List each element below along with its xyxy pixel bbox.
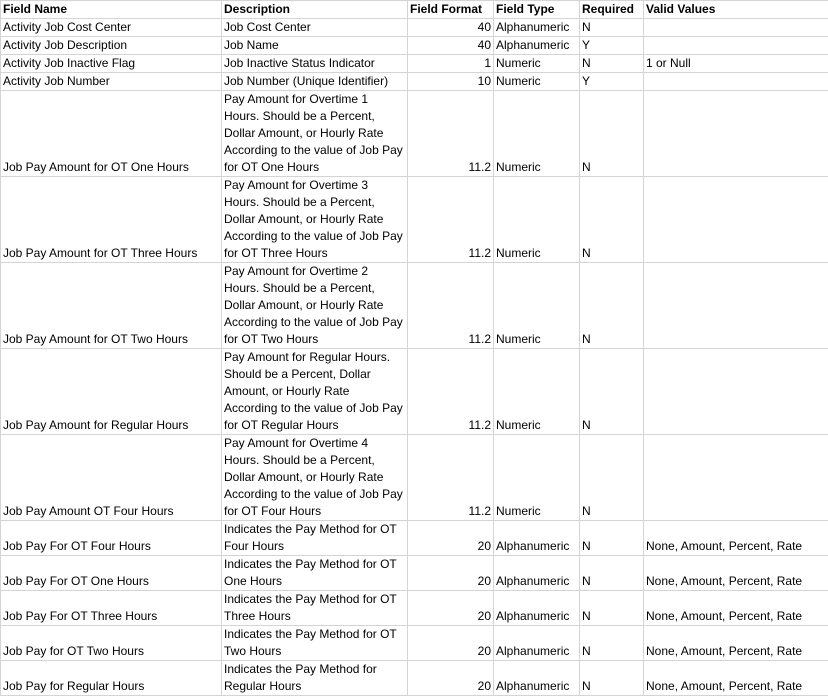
table-row (1, 55, 828, 73)
cell-field-type[interactable]: Numeric (494, 91, 580, 177)
cell-field-type[interactable]: Alphanumeric (494, 591, 580, 626)
cell-field-name[interactable]: Job Pay for OT Two Hours (1, 626, 222, 661)
cell-valid-values[interactable]: None, Amount, Percent, Rate (644, 626, 828, 661)
cell-description[interactable]: Indicates the Pay Method for OT Four Hours (222, 521, 408, 556)
cell-field-type[interactable]: Numeric (494, 263, 580, 349)
header-field-name[interactable]: Field Name (1, 1, 222, 19)
cell-field-name[interactable]: Job Pay Amount OT Four Hours (1, 435, 222, 521)
cell-required[interactable]: N (580, 591, 644, 626)
cell-field-format[interactable]: 40 (408, 19, 494, 37)
cell-field-name[interactable]: Job Pay for Regular Hours (1, 661, 222, 696)
cell-valid-values[interactable] (644, 177, 828, 263)
cell-description[interactable]: Pay Amount for Overtime 3 Hours. Should be a Percent, Dollar Amount, or Hourly Rate According to the value of Job Pay for OT Three Hours (222, 177, 408, 263)
cell-description[interactable]: Indicates the Pay Method for OT Three Hours (222, 591, 408, 626)
cell-description[interactable]: Job Number (Unique Identifier) (222, 73, 408, 91)
cell-description[interactable]: Indicates the Pay Method for OT Two Hours (222, 626, 408, 661)
header-field-type[interactable]: Field Type (494, 1, 580, 19)
cell-valid-values[interactable] (644, 37, 828, 55)
header-valid-values[interactable]: Valid Values (644, 1, 828, 19)
cell-valid-values[interactable] (644, 263, 828, 349)
cell-field-format[interactable]: 40 (408, 37, 494, 55)
cell-description[interactable]: Pay Amount for Regular Hours. Should be a Percent, Dollar Amount, or Hourly Rate According to the value of Job Pay for OT Regular Hours (222, 349, 408, 435)
cell-required[interactable]: N (580, 177, 644, 263)
cell-field-name[interactable]: Job Pay Amount for OT Two Hours (1, 263, 222, 349)
header-row (1, 1, 828, 19)
header-field-format[interactable]: Field Format (408, 1, 494, 19)
cell-field-format[interactable]: 10 (408, 73, 494, 91)
cell-description[interactable]: Job Inactive Status Indicator (222, 55, 408, 73)
cell-field-type[interactable]: Numeric (494, 435, 580, 521)
table-row (1, 91, 828, 177)
cell-field-format[interactable]: 11.2 (408, 435, 494, 521)
cell-required[interactable]: N (580, 521, 644, 556)
cell-valid-values[interactable]: 1 or Null (644, 55, 828, 73)
cell-description[interactable]: Job Cost Center (222, 19, 408, 37)
cell-description[interactable]: Job Name (222, 37, 408, 55)
cell-valid-values[interactable] (644, 91, 828, 177)
cell-field-type[interactable]: Alphanumeric (494, 37, 580, 55)
cell-required[interactable]: N (580, 556, 644, 591)
cell-required[interactable]: N (580, 626, 644, 661)
cell-field-name[interactable]: Activity Job Inactive Flag (1, 55, 222, 73)
cell-field-name[interactable]: Activity Job Cost Center (1, 19, 222, 37)
cell-description[interactable]: Pay Amount for Overtime 2 Hours. Should be a Percent, Dollar Amount, or Hourly Rate According to the value of Job Pay for OT Two Hours (222, 263, 408, 349)
cell-field-format[interactable]: 20 (408, 591, 494, 626)
cell-required[interactable]: N (580, 661, 644, 696)
cell-field-type[interactable]: Numeric (494, 349, 580, 435)
cell-field-format[interactable]: 11.2 (408, 91, 494, 177)
cell-valid-values[interactable] (644, 19, 828, 37)
cell-field-type[interactable]: Numeric (494, 55, 580, 73)
cell-valid-values[interactable] (644, 435, 828, 521)
cell-field-type[interactable]: Alphanumeric (494, 521, 580, 556)
table-row (1, 73, 828, 91)
table-row (1, 349, 828, 435)
cell-field-type[interactable]: Alphanumeric (494, 556, 580, 591)
table-row (1, 263, 828, 349)
cell-field-format[interactable]: 11.2 (408, 263, 494, 349)
cell-required[interactable]: Y (580, 37, 644, 55)
cell-field-name[interactable]: Activity Job Description (1, 37, 222, 55)
cell-field-format[interactable]: 20 (408, 556, 494, 591)
cell-required[interactable]: N (580, 263, 644, 349)
header-description[interactable]: Description (222, 1, 408, 19)
table-row (1, 177, 828, 263)
table-row (1, 435, 828, 521)
table-row (1, 19, 828, 37)
table-row (1, 556, 828, 591)
table-row (1, 626, 828, 661)
cell-required[interactable]: N (580, 55, 644, 73)
cell-field-format[interactable]: 11.2 (408, 177, 494, 263)
cell-valid-values[interactable]: None, Amount, Percent, Rate (644, 521, 828, 556)
cell-field-format[interactable]: 20 (408, 521, 494, 556)
cell-valid-values[interactable] (644, 349, 828, 435)
cell-required[interactable]: N (580, 349, 644, 435)
cell-field-format[interactable]: 20 (408, 661, 494, 696)
cell-field-name[interactable]: Job Pay Amount for Regular Hours (1, 349, 222, 435)
cell-field-type[interactable]: Numeric (494, 177, 580, 263)
cell-field-format[interactable]: 11.2 (408, 349, 494, 435)
cell-field-name[interactable]: Job Pay For OT Three Hours (1, 591, 222, 626)
cell-valid-values[interactable]: None, Amount, Percent, Rate (644, 661, 828, 696)
table-row (1, 661, 828, 696)
cell-field-name[interactable]: Job Pay For OT Four Hours (1, 521, 222, 556)
cell-required[interactable]: Y (580, 73, 644, 91)
cell-field-name[interactable]: Job Pay Amount for OT Three Hours (1, 177, 222, 263)
cell-valid-values[interactable]: None, Amount, Percent, Rate (644, 556, 828, 591)
cell-field-name[interactable]: Job Pay For OT One Hours (1, 556, 222, 591)
cell-field-type[interactable]: Alphanumeric (494, 626, 580, 661)
cell-field-name[interactable]: Activity Job Number (1, 73, 222, 91)
cell-description[interactable]: Indicates the Pay Method for Regular Hours (222, 661, 408, 696)
table-row (1, 37, 828, 55)
cell-description[interactable]: Pay Amount for Overtime 1 Hours. Should be a Percent, Dollar Amount, or Hourly Rate According to the value of Job Pay for OT One Hours (222, 91, 408, 177)
cell-field-name[interactable]: Job Pay Amount for OT One Hours (1, 91, 222, 177)
cell-required[interactable]: N (580, 91, 644, 177)
header-required[interactable]: Required (580, 1, 644, 19)
cell-valid-values[interactable] (644, 73, 828, 91)
cell-description[interactable]: Indicates the Pay Method for OT One Hours (222, 556, 408, 591)
table-row (1, 521, 828, 556)
cell-required[interactable]: N (580, 435, 644, 521)
cell-valid-values[interactable]: None, Amount, Percent, Rate (644, 591, 828, 626)
cell-field-type[interactable]: Alphanumeric (494, 661, 580, 696)
cell-field-type[interactable]: Numeric (494, 73, 580, 91)
cell-field-format[interactable]: 1 (408, 55, 494, 73)
cell-field-type[interactable]: Alphanumeric (494, 19, 580, 37)
table-row (1, 591, 828, 626)
cell-required[interactable]: N (580, 19, 644, 37)
cell-field-format[interactable]: 20 (408, 626, 494, 661)
cell-description[interactable]: Pay Amount for Overtime 4 Hours. Should be a Percent, Dollar Amount, or Hourly Rate According to the value of Job Pay for OT Four Hours (222, 435, 408, 521)
